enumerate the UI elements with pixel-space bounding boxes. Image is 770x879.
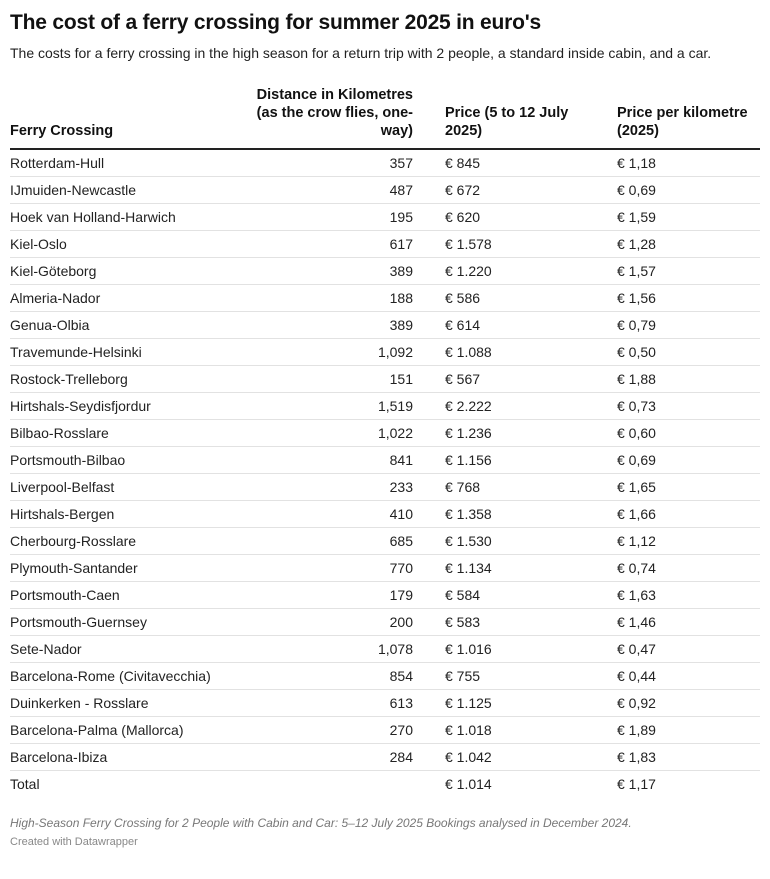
table-row bbox=[10, 528, 760, 555]
cell-price: € 1.358 bbox=[413, 501, 585, 528]
column-header-distance[interactable]: Distance in Kilometres (as the crow flies, one-way) bbox=[250, 86, 413, 149]
cell-distance: 151 bbox=[250, 366, 413, 393]
cell-crossing: Duinkerken - Rosslare bbox=[10, 690, 250, 717]
cell-crossing: Barcelona-Rome (Civitavecchia) bbox=[10, 663, 250, 690]
cell-price-per-km: € 1,46 bbox=[585, 609, 760, 636]
table-row bbox=[10, 771, 760, 798]
footnote: High-Season Ferry Crossing for 2 People with Cabin and Car: 5–12 July 2025 Bookings analysed in December 2024. bbox=[10, 815, 632, 830]
cell-distance: 357 bbox=[250, 149, 413, 177]
cell-price: € 583 bbox=[413, 609, 585, 636]
cell-price: € 1.220 bbox=[413, 258, 585, 285]
cell-price-per-km: € 0,69 bbox=[585, 447, 760, 474]
cell-distance: 1,022 bbox=[250, 420, 413, 447]
cell-price: € 584 bbox=[413, 582, 585, 609]
cell-price-per-km: € 0,79 bbox=[585, 312, 760, 339]
cell-price-per-km: € 1,17 bbox=[617, 776, 656, 793]
cell-price: € 614 bbox=[413, 312, 585, 339]
cell-crossing: Almeria-Nador bbox=[10, 285, 250, 312]
cell-price: € 755 bbox=[413, 663, 585, 690]
cell-distance: 195 bbox=[250, 204, 413, 231]
cell-distance: 389 bbox=[250, 258, 413, 285]
cell-price: € 586 bbox=[413, 285, 585, 312]
cell-distance bbox=[250, 771, 413, 798]
cell-crossing: Sete-Nador bbox=[10, 636, 250, 663]
cell-distance: 200 bbox=[250, 609, 413, 636]
cell-price: € 2.222 bbox=[413, 393, 585, 420]
cell-distance: 841 bbox=[250, 447, 413, 474]
table-row bbox=[10, 339, 760, 366]
cell-crossing: Portsmouth-Guernsey bbox=[10, 609, 250, 636]
cell-price-per-km: € 1,28 bbox=[585, 231, 760, 258]
cell-price-per-km: € 0,50 bbox=[585, 339, 760, 366]
cell-price: € 1.014 bbox=[445, 776, 492, 793]
ferry-cost-table bbox=[10, 86, 760, 798]
cell-price: € 845 bbox=[413, 149, 585, 177]
cell-price: € 1.016 bbox=[413, 636, 585, 663]
cell-price-per-km: € 1,66 bbox=[585, 501, 760, 528]
cell-distance: 1,078 bbox=[250, 636, 413, 663]
cell-crossing: Portsmouth-Bilbao bbox=[10, 447, 250, 474]
cell-crossing: Cherbourg-Rosslare bbox=[10, 528, 250, 555]
cell-price-per-km: € 0,92 bbox=[585, 690, 760, 717]
table-row bbox=[10, 447, 760, 474]
cell-crossing: Kiel-Göteborg bbox=[10, 258, 250, 285]
cell-price: € 1.125 bbox=[413, 690, 585, 717]
cell-crossing: Barcelona-Palma (Mallorca) bbox=[10, 717, 250, 744]
cell-price: € 1.530 bbox=[413, 528, 585, 555]
cell-price: € 672 bbox=[413, 177, 585, 204]
cell-crossing: Rotterdam-Hull bbox=[10, 149, 250, 177]
cell-price-per-km: € 1,12 bbox=[585, 528, 760, 555]
table-row bbox=[10, 582, 760, 609]
table-row bbox=[10, 744, 760, 771]
cell-price: € 1.042 bbox=[413, 744, 585, 771]
cell-crossing: Plymouth-Santander bbox=[10, 555, 250, 582]
cell-price-per-km: € 0,60 bbox=[585, 420, 760, 447]
cell-distance: 613 bbox=[250, 690, 413, 717]
cell-price-per-km: € 1,65 bbox=[585, 474, 760, 501]
cell-crossing: Kiel-Oslo bbox=[10, 231, 250, 258]
cell-distance: 389 bbox=[250, 312, 413, 339]
cell-price: € 567 bbox=[413, 366, 585, 393]
cell-distance: 487 bbox=[250, 177, 413, 204]
cell-crossing: IJmuiden-Newcastle bbox=[10, 177, 250, 204]
cell-price: € 1.088 bbox=[413, 339, 585, 366]
cell-price-per-km: € 1,63 bbox=[585, 582, 760, 609]
cell-distance: 270 bbox=[250, 717, 413, 744]
column-header-price[interactable]: Price (5 to 12 July 2025) bbox=[413, 86, 585, 149]
table-row bbox=[10, 258, 760, 285]
cell-price-per-km: € 1,18 bbox=[585, 149, 760, 177]
cell-price: € 1.578 bbox=[413, 231, 585, 258]
cell-crossing: Genua-Olbia bbox=[10, 312, 250, 339]
cell-crossing: Hoek van Holland-Harwich bbox=[10, 204, 250, 231]
cell-price-per-km: € 1,89 bbox=[585, 717, 760, 744]
table-row bbox=[10, 393, 760, 420]
cell-crossing: Barcelona-Ibiza bbox=[10, 744, 250, 771]
cell-price-per-km: € 0,73 bbox=[585, 393, 760, 420]
cell-distance: 233 bbox=[250, 474, 413, 501]
cell-price: € 1.134 bbox=[413, 555, 585, 582]
cell-price-per-km: € 1,59 bbox=[585, 204, 760, 231]
cell-price: € 1.156 bbox=[413, 447, 585, 474]
cell-price-per-km: € 0,69 bbox=[585, 177, 760, 204]
cell-distance: 685 bbox=[250, 528, 413, 555]
table-row bbox=[10, 501, 760, 528]
cell-price: € 1.018 bbox=[413, 717, 585, 744]
cell-price-per-km: € 1,88 bbox=[585, 366, 760, 393]
cell-distance: 284 bbox=[250, 744, 413, 771]
table-row bbox=[10, 366, 760, 393]
cell-price-per-km: € 0,74 bbox=[585, 555, 760, 582]
table-row bbox=[10, 204, 760, 231]
cell-crossing: Rostock-Trelleborg bbox=[10, 366, 250, 393]
cell-price: € 620 bbox=[413, 204, 585, 231]
cell-distance: 410 bbox=[250, 501, 413, 528]
cell-crossing: Liverpool-Belfast bbox=[10, 474, 250, 501]
column-header-price-per-km[interactable]: Price per kilometre (2025) bbox=[585, 86, 760, 149]
table-row bbox=[10, 285, 760, 312]
cell-crossing: Bilbao-Rosslare bbox=[10, 420, 250, 447]
table-row bbox=[10, 474, 760, 501]
cell-price-per-km: € 1,56 bbox=[585, 285, 760, 312]
cell-price-per-km: € 1,83 bbox=[585, 744, 760, 771]
table-row bbox=[10, 609, 760, 636]
cell-distance: 179 bbox=[250, 582, 413, 609]
table-row bbox=[10, 420, 760, 447]
cell-crossing: Total bbox=[10, 776, 40, 793]
page-title: The cost of a ferry crossing for summer 2025 in euro's bbox=[10, 11, 542, 34]
cell-distance: 1,092 bbox=[250, 339, 413, 366]
table-row bbox=[10, 177, 760, 204]
column-header-crossing[interactable]: Ferry Crossing bbox=[10, 86, 250, 149]
cell-crossing: Hirtshals-Bergen bbox=[10, 501, 250, 528]
table-row bbox=[10, 690, 760, 717]
cell-distance: 854 bbox=[250, 663, 413, 690]
credit-line: Created with Datawrapper bbox=[10, 835, 138, 848]
cell-price: € 768 bbox=[413, 474, 585, 501]
cell-price-per-km: € 1,57 bbox=[585, 258, 760, 285]
cell-distance: 770 bbox=[250, 555, 413, 582]
table-row bbox=[10, 555, 760, 582]
chart-container bbox=[10, 10, 760, 849]
cell-distance: 1,519 bbox=[250, 393, 413, 420]
table-row bbox=[10, 663, 760, 690]
cell-crossing: Hirtshals-Seydisfjordur bbox=[10, 393, 250, 420]
table-body bbox=[10, 149, 760, 798]
table-row bbox=[10, 717, 760, 744]
cell-distance: 617 bbox=[250, 231, 413, 258]
cell-distance: 188 bbox=[250, 285, 413, 312]
table-row bbox=[10, 312, 760, 339]
page-subtitle: The costs for a ferry crossing in the high season for a return trip with 2 people, a standard inside cabin, and a car. bbox=[10, 45, 712, 61]
table-row bbox=[10, 149, 760, 177]
table-header-row bbox=[10, 86, 760, 149]
cell-price-per-km: € 0,44 bbox=[585, 663, 760, 690]
cell-crossing: Travemunde-Helsinki bbox=[10, 339, 250, 366]
cell-price: € 1.236 bbox=[413, 420, 585, 447]
cell-price-per-km: € 0,47 bbox=[585, 636, 760, 663]
table-row bbox=[10, 636, 760, 663]
table-row bbox=[10, 231, 760, 258]
cell-crossing: Portsmouth-Caen bbox=[10, 582, 250, 609]
